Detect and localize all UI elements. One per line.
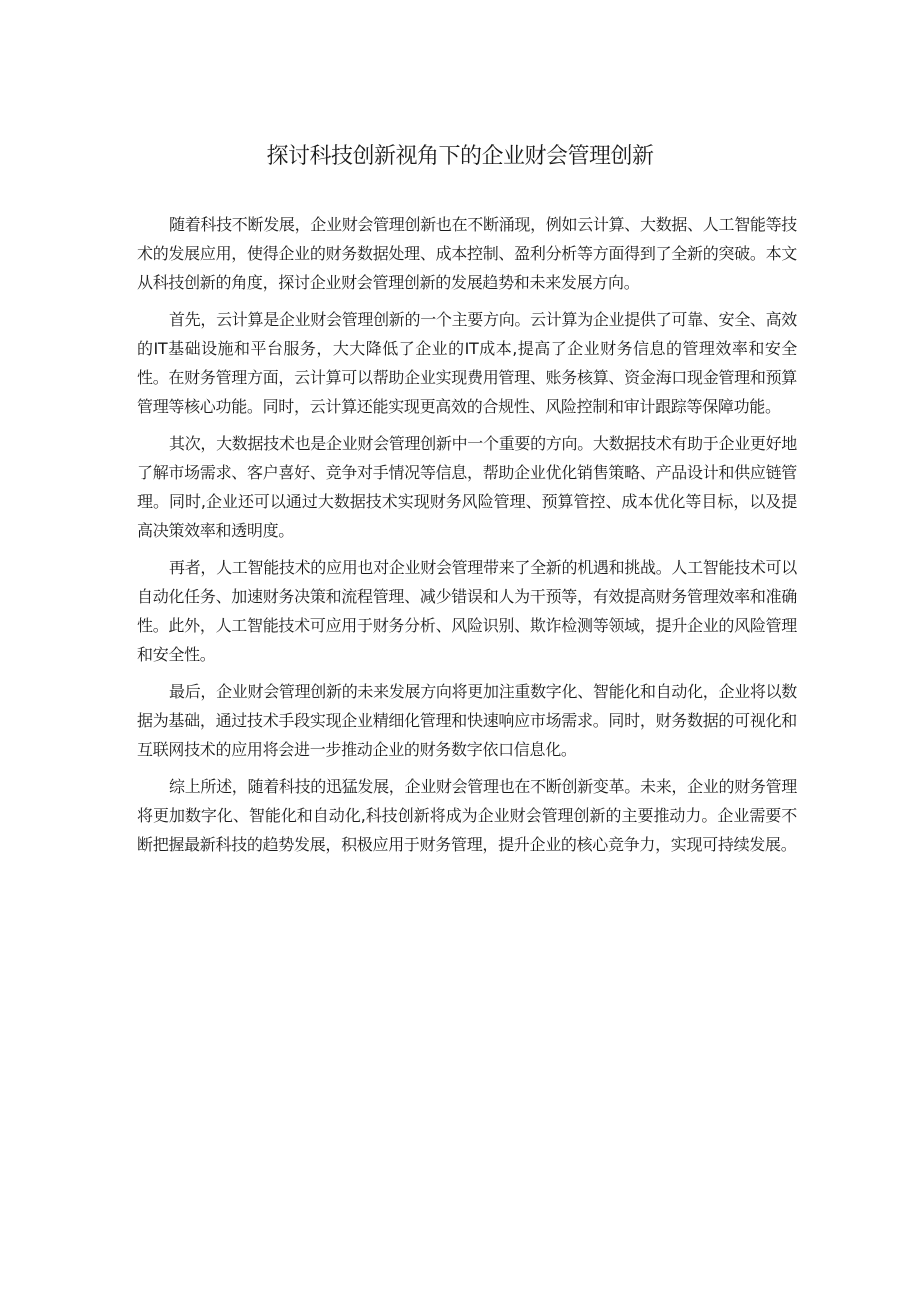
document-title: 探讨科技创新视角下的企业财会管理创新 — [266, 144, 654, 169]
paragraph-big-data: 其次，大数据技术也是企业财会管理创新中一个重要的方向。大数据技术有助于企业更好地了解市场需求、客户喜好、竞争对手情况等信息，帮助企业优化销售策略、产品设计和供应链管理。同时,企业还可以通过大数据技术实现财务风险管理、预算管控、成本优化等目标，以及提高决策效率和透明度。 — [137, 434, 798, 540]
paragraph-intro: 随着科技不断发展，企业财会管理创新也在不断涌现，例如云计算、大数据、人工智能等技术的发展应用，使得企业的财务数据处理、成本控制、盈利分析等方面得到了全新的突破。本文从科技创新的角度，探讨企业财会管理创新的发展趋势和未来发展方向。 — [137, 215, 798, 292]
document-body — [137, 210, 797, 867]
paragraph-artificial-intelligence: 再者，人工智能技术的应用也对企业财会管理带来了全新的机遇和挑战。人工智能技术可以自动化任务、加速财务决策和流程管理、减少错误和人为干预等，有效提高财务管理效率和准确性。此外，人工智能技术可应用于财务分析、风险识别、欺诈检测等领域，提升企业的风险管理和安全性。 — [137, 558, 798, 664]
paragraph-future-direction: 最后，企业财会管理创新的未来发展方向将更加注重数字化、智能化和自动化，企业将以数据为基础，通过技术手段实现企业精细化管理和快速响应市场需求。同时，财务数据的可视化和互联网技术的应用将会进一步推动企业的财务数字依口信息化。 — [137, 682, 798, 759]
paragraph-conclusion: 综上所述，随着科技的迅猛发展，企业财会管理也在不断创新变革。未来，企业的财务管理将更加数字化、智能化和自动化,科技创新将成为企业财会管理创新的主要推动力。企业需要不断把握最新科技的趋势发展，积极应用于财务管理，提升企业的核心竞争力，实现可持续发展。 — [137, 777, 798, 854]
paragraph-cloud-computing: 首先，云计算是企业财会管理创新的一个主要方向。云计算为企业提供了可靠、安全、高效的IT基础设施和平台服务，大大降低了企业的IT成本,提高了企业财务信息的管理效率和安全性。在财务管理方面，云计算可以帮助企业实现费用管理、账务核算、资金海口现金管理和预算管理等核心功能。同时，云计算还能实现更高效的合规性、风险控制和审计跟踪等保障功能。 — [137, 310, 798, 416]
